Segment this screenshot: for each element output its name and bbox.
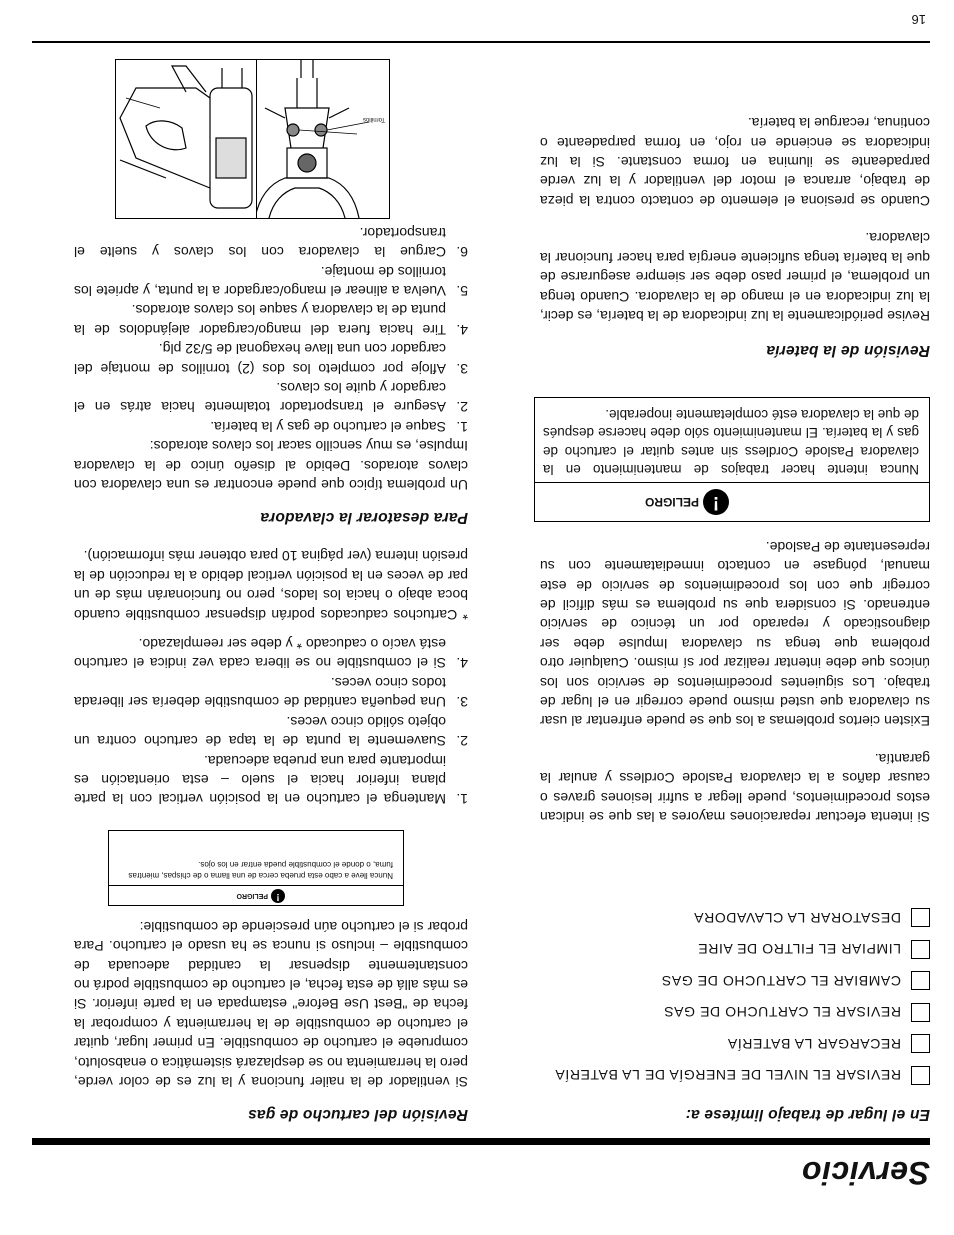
danger-header xyxy=(535,482,929,521)
list-item: 1. Saque el cartucho de gas y la batería. xyxy=(210,418,468,435)
list-item: 4. Si el combustible no se libera cada vez indica el cartucho está vacío o caducado * y debe ser reemplazado. xyxy=(74,636,468,672)
danger-label: PELIGRO xyxy=(644,495,699,510)
danger-text: Nunca intente hacer trabajos de mantenimiento en la clavadora Paslode Cordless sin antes quitar el cartucho de gas y la batería. El mantenimiento sólo debe hacerse después de que la clavadora esté completamente inoperable. xyxy=(543,406,919,478)
danger-header xyxy=(109,885,403,905)
gas-paragraph: Si ventilador de la nailer funciona y la luz es de color verde, pero la herramienta no se desplazará sistemática o enabsoluto, compruebe el cartucho de combustible. En primer lugar, quitar el cartucho de combustible de la herramienta y comprobar la fecha de "Best Use Before" estampada en la parte inferior. Si es más allá de esta fecha, el cartucho de combustible podrá no constantemente dispensar la cantidad adecuada de combustible – incluso si nunca se ha usado el cartucho. Para probar si el cartucho aún presciende de combustible: xyxy=(74,918,468,1090)
checklist-item[interactable]: REVISAR EL NIVEL DE ENERGÍA DE LA BATERÍA xyxy=(540,1060,930,1092)
left-column xyxy=(540,113,930,1123)
warning-icon xyxy=(271,889,285,903)
battery-paragraph-1: Revise periódicamente la luz indicadora de la batería, es decir, la luz indicadora en el mango de la clavadora. Cuando tenga un problema, el primer paso debe ser siempre asegurarse de que la batería tenga suficiente energía para hacer funcionar la clavadora. xyxy=(540,230,930,324)
checklist-item[interactable]: REVISAR EL CARTUCHO DE GAS xyxy=(540,997,930,1029)
unjam-intro: Un problema típico que puede encontrar es una clavadora con clavos atorados. Debido al diseño único de la clavadora Impulse, es muy sencillo sacar los clavos atorados: xyxy=(74,438,468,494)
unjam-heading: Para desatorar la clavadora xyxy=(260,509,468,527)
danger-box-main xyxy=(534,397,930,522)
checkbox[interactable] xyxy=(911,1003,930,1022)
right-column xyxy=(74,222,468,1123)
warning-icon xyxy=(703,489,729,515)
unjam-steps xyxy=(74,222,468,435)
checkbox[interactable] xyxy=(911,940,930,959)
battery-heading: Revisión de la batería xyxy=(766,341,930,359)
gas-test-steps xyxy=(74,634,468,809)
battery-paragraph-2: Cuando se presiona el elemento de contacto contra la pieza de trabajo, arranca el motor del ventilador y la luz verde parpadeante se ilumina en forma constante. Si la luz indicadora se enciende en rojo, en forma parpadeante o continua, recargue la batería. xyxy=(540,115,930,209)
checkbox[interactable] xyxy=(911,1066,930,1085)
list-item: 3. Afloje por completo los dos (2) tornillos de montaje del cargador con una llave hexagonal de 5/32 plg. xyxy=(74,341,468,377)
checkbox[interactable] xyxy=(911,971,930,990)
list-item: 1. Mantenga el cartucho en la posición vertical con la parte plana inferior hacia el suelo – esta orientación es importante para una prueba adecuada. xyxy=(74,752,468,808)
danger-text: Nunca lleve a cabo esta prueba cerca de una llama o de chispas, mientras fuma, o donde el combustible pueda entrar en los ojos. xyxy=(128,860,393,881)
list-item: 2. Asegure el transportador totalmente hacia atrás en el cargador y quite los clavos. xyxy=(74,380,468,416)
jobsite-checklist xyxy=(540,902,930,1091)
problems-text: Existen ciertos problemas a los que se puede enfrentar al usar su clavadora que usted mismo puede corregir en el lugar de trabajo. Los siguientes procedimientos de servicio son los únicos que debe intentar realizar por sí mismo. Cualquier otro problema que tenga su clavadora Impulse debe ser diagnosticado y reparado por un técnico de servicio entrenado. Si considera que su problema es más difícil de corregir que con los procedimientos de servicio de este manual, póngase en contacto inmediatamente con su representante de Paslode. xyxy=(540,538,930,730)
gas-footnote: * Cartuchos caducados podrán dispensar combustible cuando boca abajo o hacia los lados, pero no funcionarán más de un par de veces en la posición vertical debido a la reducción de la presión interna (ver página 10 para obtener más información). xyxy=(74,548,468,623)
warning-intro: Si intenta efectuar reparaciones mayores a las que se indican estos procedimientos, puede llegar a sufrir lesiones graves o causar daños a la clavadora Paslode Cordless y anular la garantía. xyxy=(540,750,930,825)
checkbox[interactable] xyxy=(911,908,930,927)
handle-magazine-illustration xyxy=(116,60,256,218)
list-item: 3. Una pequeña cantidad de combustible debería ser liberada todos cinco veces. xyxy=(74,674,468,711)
footer-rule xyxy=(32,41,930,43)
figure-handle-magazine xyxy=(115,59,257,219)
header-rule xyxy=(32,1138,930,1145)
checkbox[interactable] xyxy=(911,1034,930,1053)
list-item: 4. Tire hacia fuera del mango/cargador alejándolos de la punta de la clavadora y saque los clavos atorados. xyxy=(74,302,468,338)
checklist-item[interactable]: DESATORAR LA CLAVADORA xyxy=(540,902,930,934)
list-item: 2. Suavemente la punta de la tapa de cartucho contra un objeto sólido cinco veces. xyxy=(74,713,468,750)
checklist-item[interactable]: RECARGAR LA BATERÍA xyxy=(540,1028,930,1060)
jobsite-heading: En el lugar de trabajo limítese a: xyxy=(685,1106,930,1123)
list-item: 5. Vuelva a alinear el mango/cargador a la punta, y apriete los tornillos de montaje. xyxy=(74,263,468,299)
screws-label: Tornillos xyxy=(362,116,385,122)
checklist-item[interactable]: LIMPIAR EL FILTRO DE AIRE xyxy=(540,934,930,966)
danger-label: PELIGRO xyxy=(236,892,268,900)
page-title: Servicio xyxy=(801,1155,930,1191)
gas-heading: Revisión del cartucho de gas xyxy=(247,1106,468,1123)
danger-box-gas xyxy=(108,830,404,906)
page-number: 16 xyxy=(911,12,926,27)
checklist-item[interactable]: CAMBIAR EL CARTUCHO DE GAS xyxy=(540,965,930,997)
list-item: 6. Cargue la clavadora con los clavos y suelte el transportador. xyxy=(74,224,468,261)
